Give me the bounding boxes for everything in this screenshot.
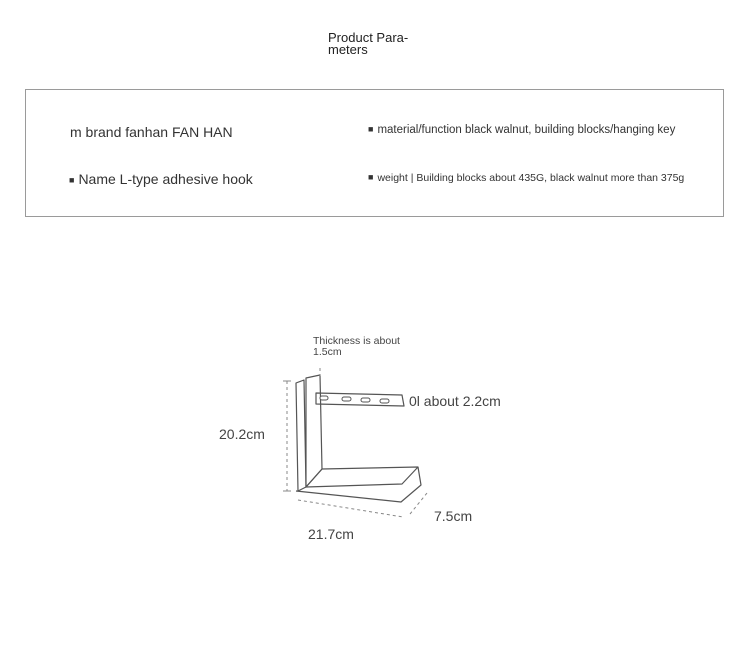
- hook-peg: [320, 396, 328, 400]
- thickness-label: Thickness is about 1.5cm: [313, 335, 400, 358]
- param-name: ■ Name L-type adhesive hook: [69, 171, 253, 187]
- width-dimension-line: [298, 500, 403, 517]
- page-title: Product Para- meters: [328, 30, 409, 57]
- bullet-icon: ■: [368, 172, 374, 182]
- depth-dimension-line: [410, 493, 427, 514]
- width-label: 21.7cm: [308, 526, 354, 542]
- hook-base-top: [306, 467, 418, 487]
- bullet-icon: ■: [69, 175, 75, 185]
- hook-peg: [361, 398, 370, 402]
- height-label: 20.2cm: [219, 426, 265, 442]
- hook-vertical-panel: [296, 380, 306, 491]
- hook-peg: [342, 397, 351, 401]
- param-weight: ■ weight | Building blocks about 435G, black walnut more than 375g: [368, 172, 685, 184]
- param-material: ■ material/function black walnut, building blocks/hanging key: [368, 124, 676, 136]
- diameter-label: 0l about 2.2cm: [409, 393, 501, 409]
- param-brand: m brand fanhan FAN HAN: [70, 124, 233, 140]
- hook-vertical-front: [306, 375, 322, 487]
- hook-peg: [380, 399, 389, 403]
- hook-peg-bar: [316, 393, 404, 406]
- depth-label: 7.5cm: [434, 508, 473, 524]
- bullet-icon: ■: [368, 124, 374, 134]
